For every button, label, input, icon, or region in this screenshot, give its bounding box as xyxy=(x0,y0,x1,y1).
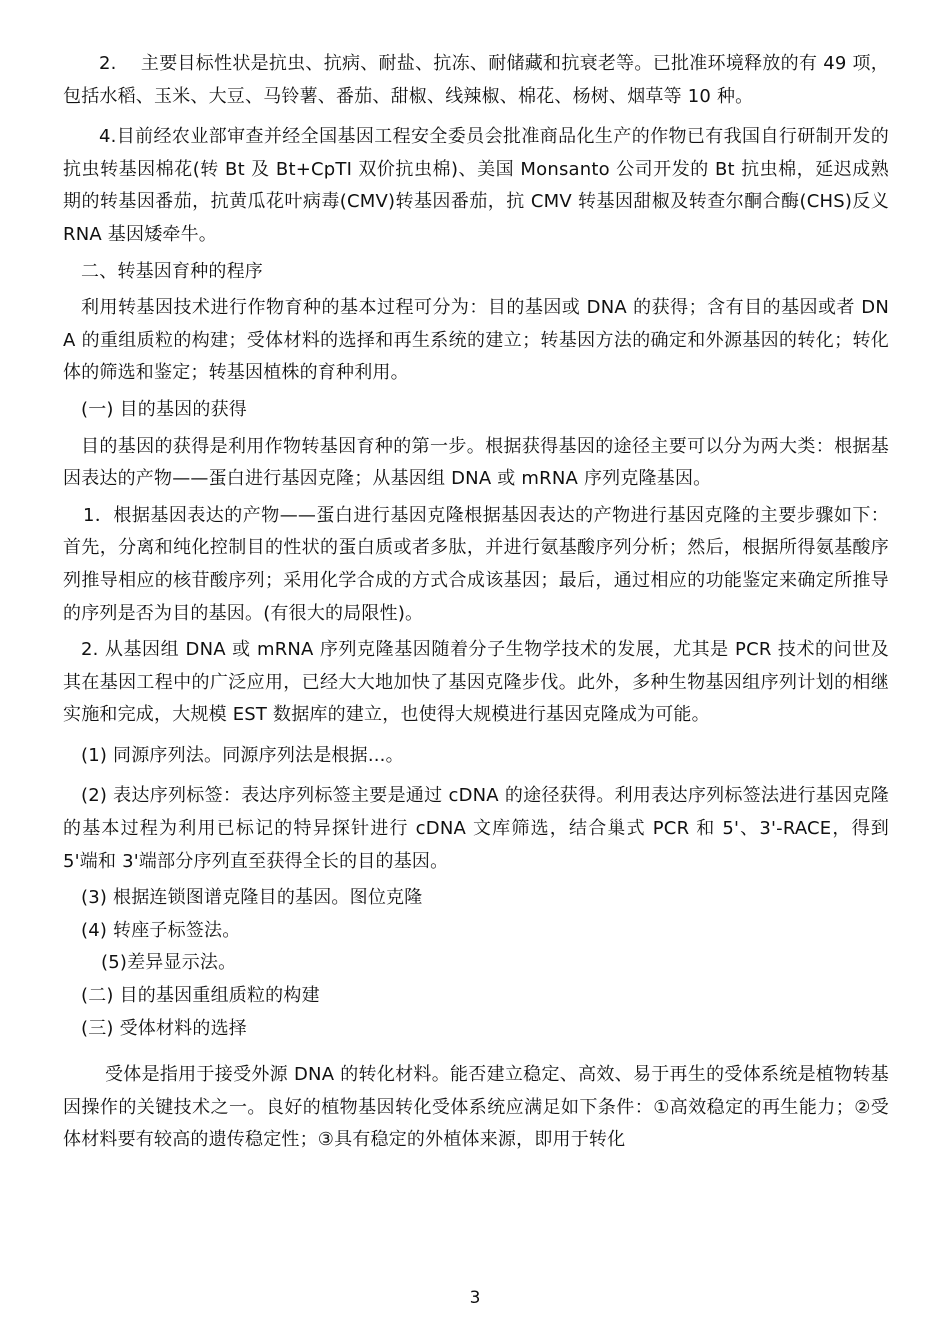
list-item-map-based: (3) 根据连锁图谱克隆目的基因。图位克隆 xyxy=(81,887,423,909)
page-number: 3 xyxy=(469,1288,481,1308)
paragraph-gene-acquisition: 目的基因的获得是利用作物转基因育种的第一步。根据获得基因的途径主要可以分为两大类：根据基因表达的产物——蛋白进行基因克隆；从基因组 DNA 或 mRNA 序列克隆基因。 xyxy=(63,435,889,490)
list-item-est: (2) 表达序列标签：表达序列标签主要是通过 cDNA 的途径获得。利用表达序列标签法进行基因克隆的基本过程为利用已标记的特异探针进行 cDNA 文库筛选，结合巢式 PCR 和 5'、3'-RACE，得到 5'端和 3'端部分序列直至获得全长的目的基因。 xyxy=(63,785,889,872)
paragraph-receptor-definition: 受体是指用于接受外源 DNA 的转化材料。能否建立稳定、高效、易于再生的受体系统是植物转基因操作的关键技术之一。良好的植物基因转化受体系统应满足如下条件：①高效稳定的再生能力；②受体材料要有较高的遗传稳定性；③具有稳定的外植体来源，即用于转化 xyxy=(63,1064,889,1151)
list-item-homologous: (1) 同源序列法。同源序列法是根据...。 xyxy=(81,744,404,766)
paragraph-target-traits: 2. 主要目标性状是抗虫、抗病、耐盐、抗冻、耐储藏和抗衰老等。已批准环境释放的有 49 项，包括水稻、玉米、大豆、马铃薯、番茄、甜椒、线辣椒、棉花、杨树、烟草等 10 种。 xyxy=(63,53,889,107)
paragraph-commercialized-crops: 4.目前经农业部审查并经全国基因工程安全委员会批准商品化生产的作物已有我国自行研制开发的抗虫转基因棉花(转 Bt 及 Bt+CpTI 双价抗虫棉)、美国 Monsanto 公司开发的 Bt 抗虫棉，延迟成熟期的转基因番茄，抗黄瓜花叶病毒(CMV)转基因番茄，抗 CMV 转基因甜椒及转查尔酮合酶(CHS)反义 RNA 基因矮牵牛。 xyxy=(63,126,889,245)
subheading-receptor-selection: (三) 受体材料的选择 xyxy=(81,1017,247,1039)
paragraph-genomic-cloning: 2. 从基因组 DNA 或 mRNA 序列克隆基因随着分子生物学技术的发展，尤其是 PCR 技术的问世及其在基因工程中的广泛应用，已经大大地加快了基因克隆步伐。此外，多种生物基因组序列计划的相继实施和完成，大规模 EST 数据库的建立，也使得大规模进行基因克隆成为可能。 xyxy=(63,639,889,726)
subheading-gene-acquisition: (一) 目的基因的获得 xyxy=(81,398,247,420)
document-body xyxy=(63,48,889,1157)
subheading-plasmid-construction: (二) 目的基因重组质粒的构建 xyxy=(81,985,320,1007)
paragraph-procedure-overview: 利用转基因技术进行作物育种的基本过程可分为：目的基因或 DNA 的获得；含有目的基因或者 DNA 的重组质粒的构建；受体材料的选择和再生系统的建立；转基因方法的确定和外源基因的转化；转化体的筛选和鉴定；转基因植株的育种利用。 xyxy=(63,297,889,384)
list-item-transposon: (4) 转座子标签法。 xyxy=(81,919,241,941)
section-heading-procedure: 二、转基因育种的程序 xyxy=(81,260,263,282)
list-item-differential-display: (5)差异显示法。 xyxy=(101,952,237,974)
paragraph-protein-cloning: 1．根据基因表达的产物——蛋白进行基因克隆根据基因表达的产物进行基因克隆的主要步骤如下：首先，分离和纯化控制目的性状的蛋白质或者多肽，并进行氨基酸序列分析；然后，根据所得氨基酸序列推导相应的核苷酸序列；采用化学合成的方式合成该基因；最后，通过相应的功能鉴定来确定所推导的序列是否为目的基因。(有很大的局限性)。 xyxy=(63,504,889,624)
